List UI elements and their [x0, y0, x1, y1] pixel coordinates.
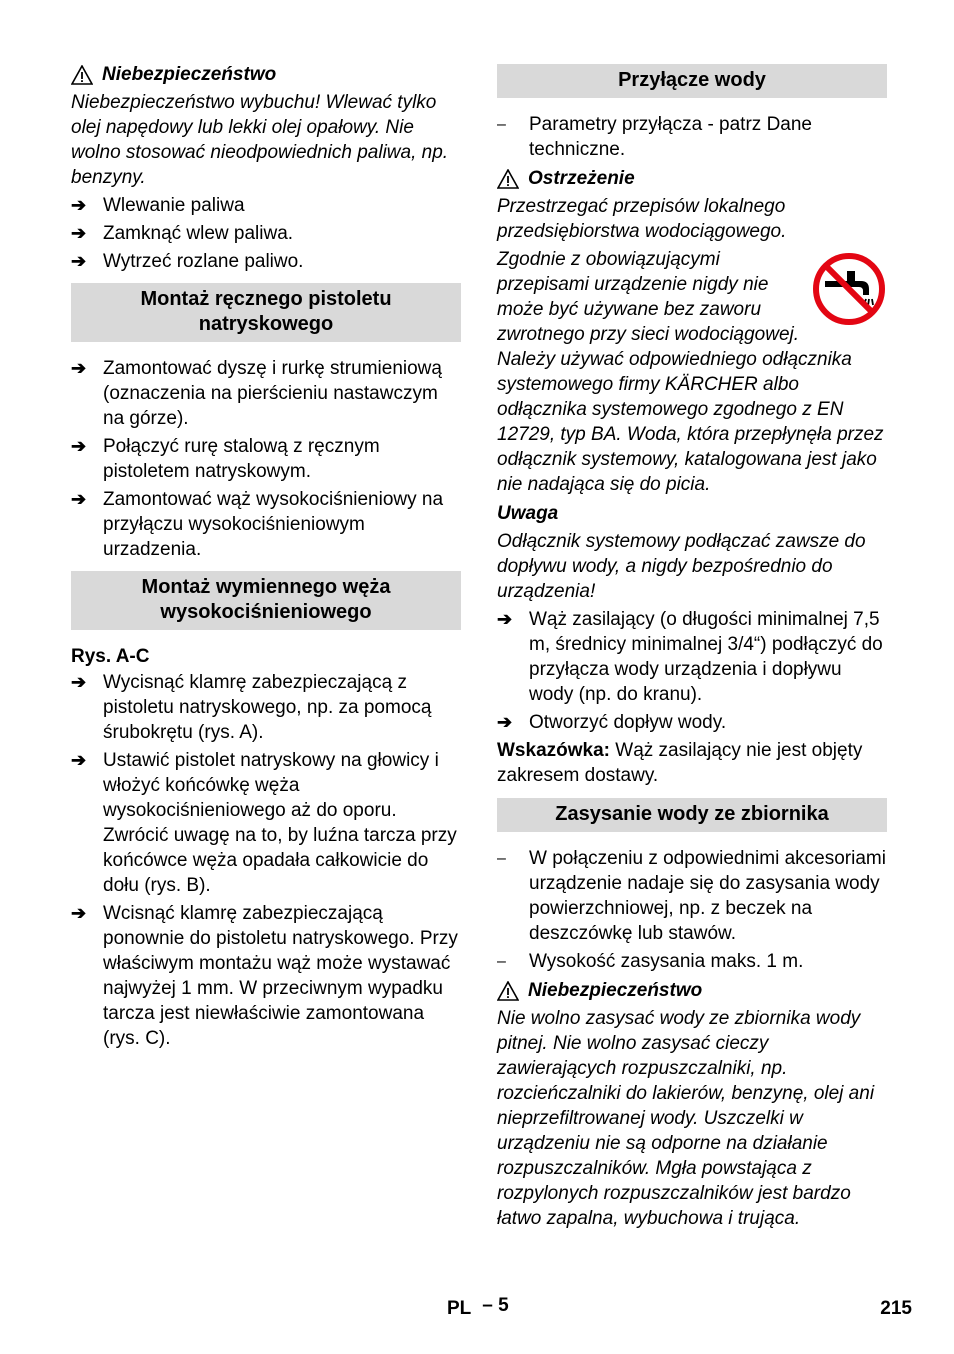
- step-text: Zamontować wąż wysokociśnieniowy na przyłączu wysokociśnieniowym urzadzenia.: [103, 489, 444, 560]
- warning-heading: [497, 166, 887, 191]
- warning-title: Ostrzeżenie: [528, 168, 635, 189]
- list-item: [497, 112, 887, 162]
- hint-text: Wąż zasilający nie jest objęty zakresem dostawy.: [497, 740, 863, 786]
- step-item: [497, 607, 887, 707]
- step-text: Wytrzeć rozlane paliwo.: [103, 251, 304, 272]
- list-item: [497, 949, 887, 974]
- danger-heading: [71, 62, 461, 87]
- arrow-right-icon: ➔: [71, 672, 87, 692]
- step-text: Wąż zasilający (o długości minimalnej 7,5 m, średnicy minimalnej 3/4“) podłączyć do przyłącza wody urządzenia i dopływu wody (np. do kranu).: [529, 609, 883, 705]
- language-page-number: – 5: [482, 1295, 509, 1316]
- dash-bullet: –: [497, 850, 506, 867]
- note-title: Uwaga: [497, 503, 559, 524]
- warning-text-body: Zgodnie z obowiązującymi przepisami urządzenie nigdy nie może być używane bez zaworu zwrotnego przy sieci wodociągowej. Należy używać odpowiedniego odłącznika systemowego firmy KÄRCHER albo odłącznika systemowego zgodnego z EN 12729, typ BA. Woda, która przepłynęła przez odłącznik systemowy, katalogowana jest jako nie nadająca się do picia.: [497, 249, 884, 495]
- list-item: [497, 846, 887, 946]
- section-heading: Zasysanie wody ze zbiornika: [497, 798, 887, 832]
- step-item: [497, 710, 887, 735]
- step-text: Zamontować dyszę i rurkę strumieniową (oznaczenia na pierścieniu nastawczym na górze).: [103, 358, 442, 429]
- danger-title: Niebezpieczeństwo: [528, 980, 703, 1001]
- danger-heading: [497, 978, 887, 1003]
- page-number: 215: [880, 1298, 912, 1319]
- step-item: [71, 221, 461, 246]
- step-item: [71, 356, 461, 431]
- list-item-text: Parametry przyłącza - patrz Dane techniczne.: [529, 114, 812, 160]
- hint-label: Wskazówka:: [497, 740, 610, 761]
- figure-label: Rys. A-C: [71, 646, 150, 667]
- warning-triangle-icon: [71, 65, 93, 85]
- step-item: [71, 249, 461, 274]
- arrow-right-icon: ➔: [71, 195, 87, 215]
- step-item: [71, 901, 461, 1051]
- step-text: Wycisnąć klamrę zabezpieczającą z pistoletu natryskowego, np. za pomocą śrubokrętu (rys. A).: [103, 672, 432, 743]
- page-footer-language: [447, 1295, 509, 1320]
- warning-triangle-icon: [497, 169, 519, 189]
- step-text: Ustawić pistolet natryskowy na głowicy i włożyć końcówkę węża wysokociśnieniowego aż do oporu. Zwrócić uwagę na to, by luźna tarcza przy końcówce węża opadała całkowicie do dołu (rys. B).: [103, 750, 457, 896]
- section-heading: Przyłącze wody: [497, 64, 887, 98]
- list-item-text: W połączeniu z odpowiednimi akcesoriami urządzenie nadaje się do zasysania wody powierzchniowej, np. z beczek na deszczówkę lub stawów.: [529, 848, 886, 944]
- step-text: Połączyć rurę stalową z ręcznym pistoletem natryskowym.: [103, 436, 380, 482]
- no-drinking-water-sign-icon: [811, 251, 887, 327]
- arrow-right-icon: ➔: [71, 251, 87, 271]
- step-item: [71, 670, 461, 745]
- language-code: PL: [447, 1298, 471, 1319]
- arrow-right-icon: ➔: [71, 358, 87, 378]
- arrow-right-icon: ➔: [71, 750, 87, 770]
- danger-text: Nie wolno zasysać wody ze zbiornika wody pitnej. Nie wolno zasysać cieczy zawierających rozpuszczalniki, np. rozcieńczalniki do lakierów, benzynę, olej ani nieprzefiltrowanej wody. Uszczelki w urządzeniu nie są odporne na działanie rozpuszczalników. Mgła powstająca z rozpylonych rozpuszczalników jest bardzo łatwo zapalna, wybuchowa i trująca.: [497, 1008, 875, 1229]
- arrow-right-icon: ➔: [497, 712, 513, 732]
- step-item: [71, 434, 461, 484]
- arrow-right-icon: ➔: [71, 436, 87, 456]
- step-item: [71, 487, 461, 562]
- arrow-right-icon: ➔: [71, 223, 87, 243]
- dash-bullet: –: [497, 953, 506, 970]
- step-item: [71, 748, 461, 898]
- arrow-right-icon: ➔: [497, 609, 513, 629]
- warning-text: [497, 247, 887, 497]
- section-heading: Montaż ręcznego pistoletu natryskowego: [71, 283, 461, 342]
- dash-bullet: –: [497, 116, 506, 133]
- step-text: Wlewanie paliwa: [103, 195, 245, 216]
- hint-paragraph: [497, 738, 887, 788]
- right-column: [497, 64, 887, 1234]
- list-item-text: Wysokość zasysania maks. 1 m.: [529, 951, 804, 972]
- danger-title: Niebezpieczeństwo: [102, 64, 277, 85]
- left-column: [71, 62, 461, 1054]
- step-text: Wcisnąć klamrę zabezpieczającą ponownie do pistoletu natryskowego. Przy właściwym montażu wąż może wystawać najwyżej 1 mm. W przeciwnym wypadku tarcza jest niewłaściwie zamontowana (rys. C).: [103, 903, 458, 1049]
- danger-text: Niebezpieczeństwo wybuchu! Wlewać tylko olej napędowy lub lekki olej opałowy. Nie wolno stosować nieodpowiednich paliwa, np. benzyny.: [71, 92, 449, 188]
- note-text: Odłącznik systemowy podłączać zawsze do dopływu wody, a nigdy bezpośrednio do urządzenia!: [497, 531, 866, 602]
- section-heading: Montaż wymiennego węża wysokociśnieniowego: [71, 571, 461, 630]
- arrow-right-icon: ➔: [71, 489, 87, 509]
- warning-triangle-icon: [497, 981, 519, 1001]
- step-text: Zamknąć wlew paliwa.: [103, 223, 294, 244]
- step-text: Otworzyć dopływ wody.: [529, 712, 727, 733]
- warning-text: Przestrzegać przepisów lokalnego przedsiębiorstwa wodociągowego.: [497, 196, 787, 242]
- arrow-right-icon: ➔: [71, 903, 87, 923]
- step-item: [71, 193, 461, 218]
